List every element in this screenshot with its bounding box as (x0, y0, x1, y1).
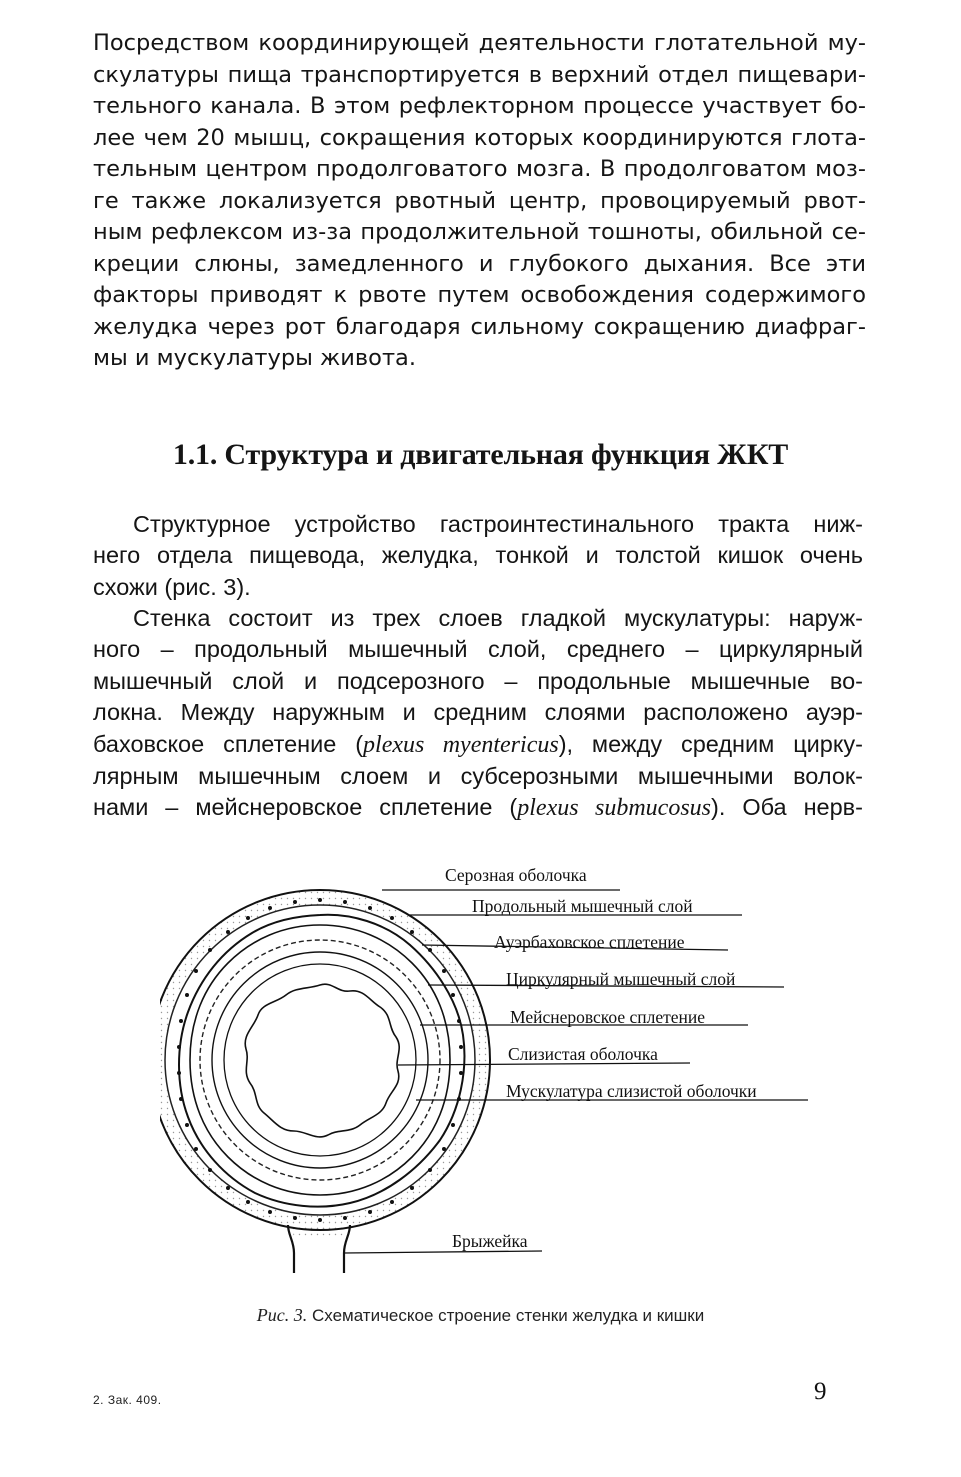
label-meissner-plexus: Мейснеровское сплетение (510, 1007, 706, 1027)
text-line: креции слюны, замедленного и глубокого дыхания. Все эти (93, 250, 866, 277)
intestine-diagram (160, 855, 820, 1275)
latin-term: plexus submucosus (517, 795, 712, 822)
text-line: скулатуры пища транспортируется в верхний отдел пищевари- (93, 61, 866, 88)
text-line: мышечный слой и подсерозного – продольные мышечные во- (93, 667, 863, 694)
label-mesentery: Брыжейка (452, 1231, 528, 1251)
label-serosa: Серозная оболочка (445, 865, 587, 885)
text-line: факторы приводят к рвоте путем освобождения содержимого (93, 282, 866, 308)
text-line: него отдела пищевода, желудка, тонкой и толстой кишок очень (93, 542, 863, 569)
label-circular-layer: Циркулярный мышечный слой (506, 969, 736, 989)
text-line: ге также локализуется рвотный центр, провоцируемый рвот- (93, 187, 866, 214)
text-line: Посредством координирующей деятельности глотательной му- (93, 30, 866, 56)
caption-prefix: Рис. 3. (256, 1305, 308, 1325)
label-longitudinal-layer: Продольный мышечный слой (472, 896, 693, 916)
label-mucosa: Слизистая оболочка (508, 1044, 658, 1064)
text-line: лее чем 20 мышц, сокращения которых координируются глота- (93, 124, 866, 151)
latin-term: plexus myentericus (363, 731, 559, 758)
text-line: Стенка состоит из трех слоев гладкой мускулатуры: наруж- (133, 605, 863, 631)
text-line: мы и мускулатуры живота. (93, 345, 416, 371)
text-line: ного – продольный мышечный слой, среднего – циркулярный (93, 636, 863, 663)
figure-wall-cross-section (160, 855, 820, 1275)
text-line: тельного канала. В этом рефлекторном процессе участвует бо- (93, 93, 866, 119)
text-line (93, 792, 863, 824)
text-line: локна. Между наружным и средним слоями расположено ауэр- (93, 699, 863, 726)
paragraph-wall-layers (93, 603, 863, 825)
text-fragment: ), между средним цирку- (558, 730, 863, 757)
label-muscularis-mucosae: Мускулатура слизистой оболочки (506, 1081, 757, 1101)
text-line: ным рефлексом из-за продолжительной тошноты, обильной се- (93, 219, 866, 245)
text-fragment: ). Оба нерв- (711, 794, 863, 821)
printing-note: 2. Зак. 409. (93, 1393, 162, 1407)
text-line: схожи (рис. 3). (93, 573, 251, 600)
section-heading: 1.1. Структура и двигательная функция ЖКТ (172, 438, 789, 471)
text-line (93, 729, 863, 761)
text-line: Структурное устройство гастроинтестинального тракта ниж- (133, 511, 863, 537)
label-auerbach-plexus: Ауэрбаховское сплетение (494, 932, 685, 952)
caption-text: Схематическое строение стенки желудка и кишки (311, 1306, 705, 1325)
text-fragment: нами – мейснеровское сплетение ( (93, 794, 518, 821)
page-number: 9 (814, 1378, 827, 1405)
paragraph-swallowing (93, 28, 866, 375)
figure-caption (0, 1305, 961, 1326)
text-fragment: баховское сплетение ( (93, 730, 364, 757)
text-line: лярным мышечным слоем и субсерозными мышечными волок- (93, 763, 863, 790)
text-line: тельным центром продолговатого мозга. В продолговатом моз- (93, 156, 866, 182)
text-line: желудка через рот благодаря сильному сокращению диафраг- (93, 313, 866, 340)
paragraph-structure (93, 509, 863, 603)
